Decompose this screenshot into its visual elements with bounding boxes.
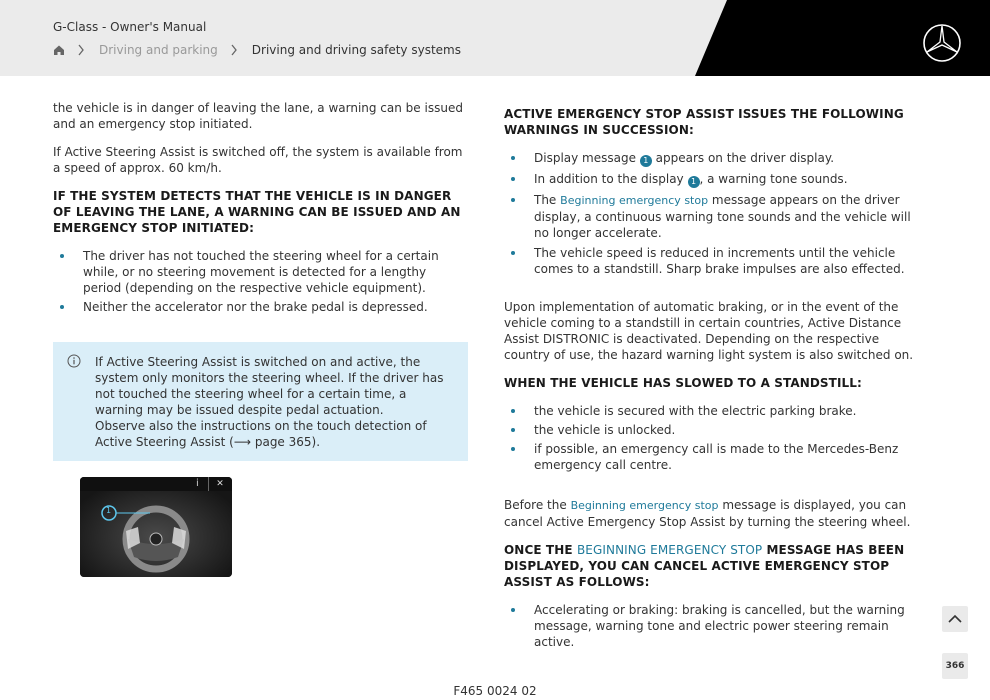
scroll-to-top-button[interactable] — [942, 606, 968, 632]
paragraph: If Active Steering Assist is switched off, the system is available from a speed of approx. 60 km/h. — [53, 145, 463, 175]
bullet-dot — [511, 156, 515, 160]
bullet-dot — [511, 251, 515, 255]
home-icon[interactable] — [53, 44, 65, 56]
breadcrumb-item-driving-parking[interactable]: Driving and parking — [99, 43, 218, 57]
bullet-list — [504, 602, 919, 650]
list-item: The driver has not touched the steering wheel for a certain while, or no steering movement is detected for a lengthy period (depending on the respective vehicle equipment). — [53, 248, 463, 296]
breadcrumb — [53, 43, 461, 57]
list-item: if possible, an emergency call is made to the Mercedes-Benz emergency call centre. — [504, 441, 919, 473]
paragraph: Before the Beginning emergency stop message is displayed, you can cancel Active Emergency Stop Assist by turning the steering wheel. — [504, 498, 911, 529]
bullet-dot — [60, 305, 64, 309]
bullet-dot — [511, 608, 515, 612]
list-item: the vehicle is unlocked. — [504, 422, 919, 438]
mercedes-star-logo[interactable] — [922, 23, 962, 63]
bullet-dot — [511, 409, 515, 413]
chevron-right-icon — [230, 44, 238, 56]
breadcrumb-item-current: Driving and driving safety systems — [251, 43, 461, 57]
chevron-up-icon — [948, 614, 962, 624]
info-box — [53, 342, 468, 461]
page-number: 366 — [945, 661, 965, 671]
display-marker-badge: 1 — [640, 155, 652, 167]
bullet-list — [504, 403, 919, 473]
message-term-link: BEGINNING EMERGENCY STOP — [576, 543, 763, 557]
list-item: The Beginning emergency stop message appears on the driver display, a continuous warning tone sounds and the vehicle will no longer accelerate. — [504, 192, 919, 241]
header-bar — [0, 0, 990, 76]
message-term-link: Beginning emergency stop — [570, 499, 719, 512]
chevron-right-icon — [77, 44, 85, 56]
bullet-dot — [511, 447, 515, 451]
display-marker-badge: 1 — [688, 176, 700, 188]
close-icon[interactable]: ✕ — [208, 477, 231, 491]
section-heading: IF THE SYSTEM DETECTS THAT THE VEHICLE IS IN DANGER OF LEAVING THE LANE, A WARNING CAN BE ISSUED AND AN EMERGENCY STOP INITIATED: — [53, 189, 461, 235]
section-heading: WHEN THE VEHICLE HAS SLOWED TO A STANDSTILL: — [504, 376, 862, 390]
section-heading: ACTIVE EMERGENCY STOP ASSIST ISSUES THE FOLLOWING WARNINGS IN SUCCESSION: — [504, 107, 904, 137]
list-item: Accelerating or braking: braking is cancelled, but the warning message, warning tone and electric power steering remain active. — [504, 602, 919, 650]
steering-wheel-graphic — [80, 477, 232, 577]
list-item: Display message 1 appears on the driver display. — [504, 150, 919, 167]
bullet-dot — [511, 177, 515, 181]
section-heading: ONCE THE BEGINNING EMERGENCY STOP MESSAGE HAS BEEN DISPLAYED, YOU CAN CANCEL ACTIVE EMERGENCY STOP ASSIST AS FOLLOWS: — [504, 543, 905, 589]
bullet-dot — [60, 254, 64, 258]
bullet-list — [53, 248, 463, 315]
list-item: the vehicle is secured with the electric parking brake. — [504, 403, 919, 419]
left-column — [53, 100, 463, 315]
display-marker-label: 1 — [106, 506, 112, 515]
message-term-link: Beginning emergency stop — [560, 194, 709, 207]
right-column — [504, 100, 919, 650]
list-item: The vehicle speed is reduced in increments until the vehicle comes to a standstill. Sharp brake impulses are also effected. — [504, 245, 919, 277]
bullet-dot — [511, 198, 515, 202]
info-text: Observe also the instructions on the touch detection of Active Steering Assist (⟶ page 365). — [95, 419, 427, 449]
info-icon — [67, 354, 81, 368]
manual-title: G-Class - Owner's Manual — [53, 20, 207, 34]
paragraph: Upon implementation of automatic braking, or in the event of the vehicle coming to a standstill in certain countries, Active Distance Assist DISTRONIC is deactivated. Depending on the respective country of use, the hazard warning light system is also switched on. — [504, 300, 914, 362]
bullet-dot — [511, 428, 515, 432]
driver-display-illustration — [80, 477, 232, 577]
page-number-button[interactable] — [942, 653, 968, 679]
list-item: In addition to the display 1 , a warning tone sounds. — [504, 171, 919, 188]
list-item: Neither the accelerator nor the brake pedal is depressed. — [53, 299, 463, 315]
bullet-list — [504, 150, 919, 277]
paragraph: the vehicle is in danger of leaving the lane, a warning can be issued and an emergency stop initiated. — [53, 101, 463, 131]
info-tab-label: i — [196, 478, 199, 489]
figure-code: F465 0024 02 — [453, 684, 537, 698]
info-text: If Active Steering Assist is switched on and active, the system only monitors the steering wheel. If the driver has not touched the steering wheel for a certain time, a warning may be issued despite pedal actuation. — [95, 355, 444, 417]
